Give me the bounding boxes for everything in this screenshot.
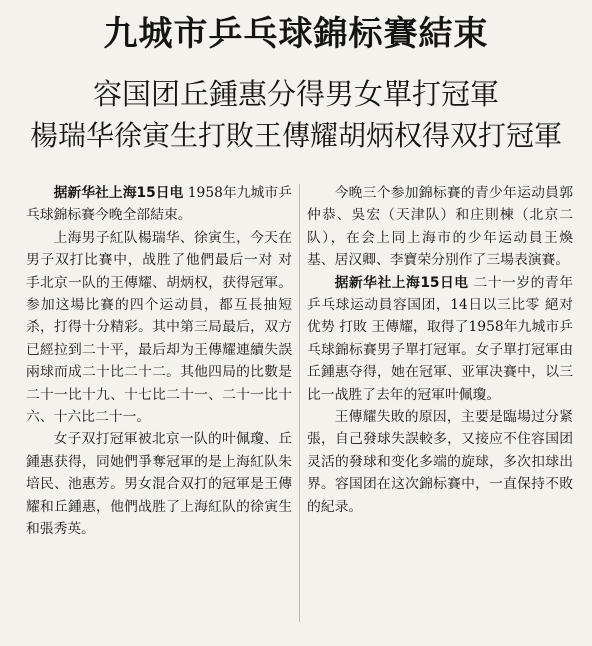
headline: 九城市乒乓球錦标賽結束	[103, 14, 489, 54]
right-paragraph-2	[307, 272, 573, 406]
right-paragraph-2-body: 二十一岁的青年乒乓球运动員容国团，14日以三比零 絕对 优势 打敗 王傳耀，取得了1958年九城市乒乓球錦标賽男子單打冠軍。女子單打冠軍由丘鍾惠夺得，她在冠軍、亚軍决賽中，以三比一战胜了去年的冠軍叶佩瓊。	[307, 274, 573, 403]
dateline: 据新华社上海15日电	[334, 274, 469, 291]
left-paragraph-1-body: 1958年九城市乒乓球錦标賽今晚全部結束。	[26, 185, 292, 224]
dateline: 据新华社上海15日电	[53, 185, 184, 201]
left-paragraph-3: 女子双打冠軍被北京一队的叶佩瓊、丘鍾惠获得，同她們爭奪冠軍的是上海紅队朱培民、池惠芳。男女混合双打的冠軍是王傳耀和丘鍾惠，他們战胜了上海紅队的徐寅生和張秀英。	[26, 431, 292, 538]
column-divider	[299, 184, 300, 622]
subheadline-singles: 容国团丘鍾惠分得男女單打冠軍	[92, 77, 499, 111]
left-column	[26, 182, 292, 541]
right-paragraph-1: 今晚三个参加錦标賽的青少年运动員郭仲恭、吳宏（天津队）和庄則棟（北京二队），在会上同上海市的少年运动員王煥基、居汉卿、李寶荣分別作了三場表演賽。	[307, 185, 573, 269]
left-paragraph-2: 上海男子紅队楊瑞华、徐寅生，今天在男子双打比賽中，战胜了他們最后一对 对手北京一队的王傳耀、胡炳权，获得冠軍。参加这場比賽的四个运动員，都互長抽短杀，打得十分精彩。其中第三局最后，双方已經拉到二十平，最后却为王傳耀連續失誤兩球而成二十比二十二。其他四局的比數是二十一比十九、十七比二十一、二十一比十六、十六比二十一。	[26, 229, 292, 426]
right-column	[307, 182, 573, 518]
subheadline-doubles: 楊瑞华徐寅生打敗王傳耀胡炳权得双打冠軍	[29, 119, 562, 152]
left-paragraph-1	[26, 182, 292, 227]
right-paragraph-3: 王傳耀失敗的原因，主要是臨場过分紧張，自己發球失誤較多，又接应不住容国团灵活的發球和变化多端的旋球，多次扣球出界。容国团在这次錦标賽中，一直保持不敗的紀录。	[307, 409, 573, 515]
